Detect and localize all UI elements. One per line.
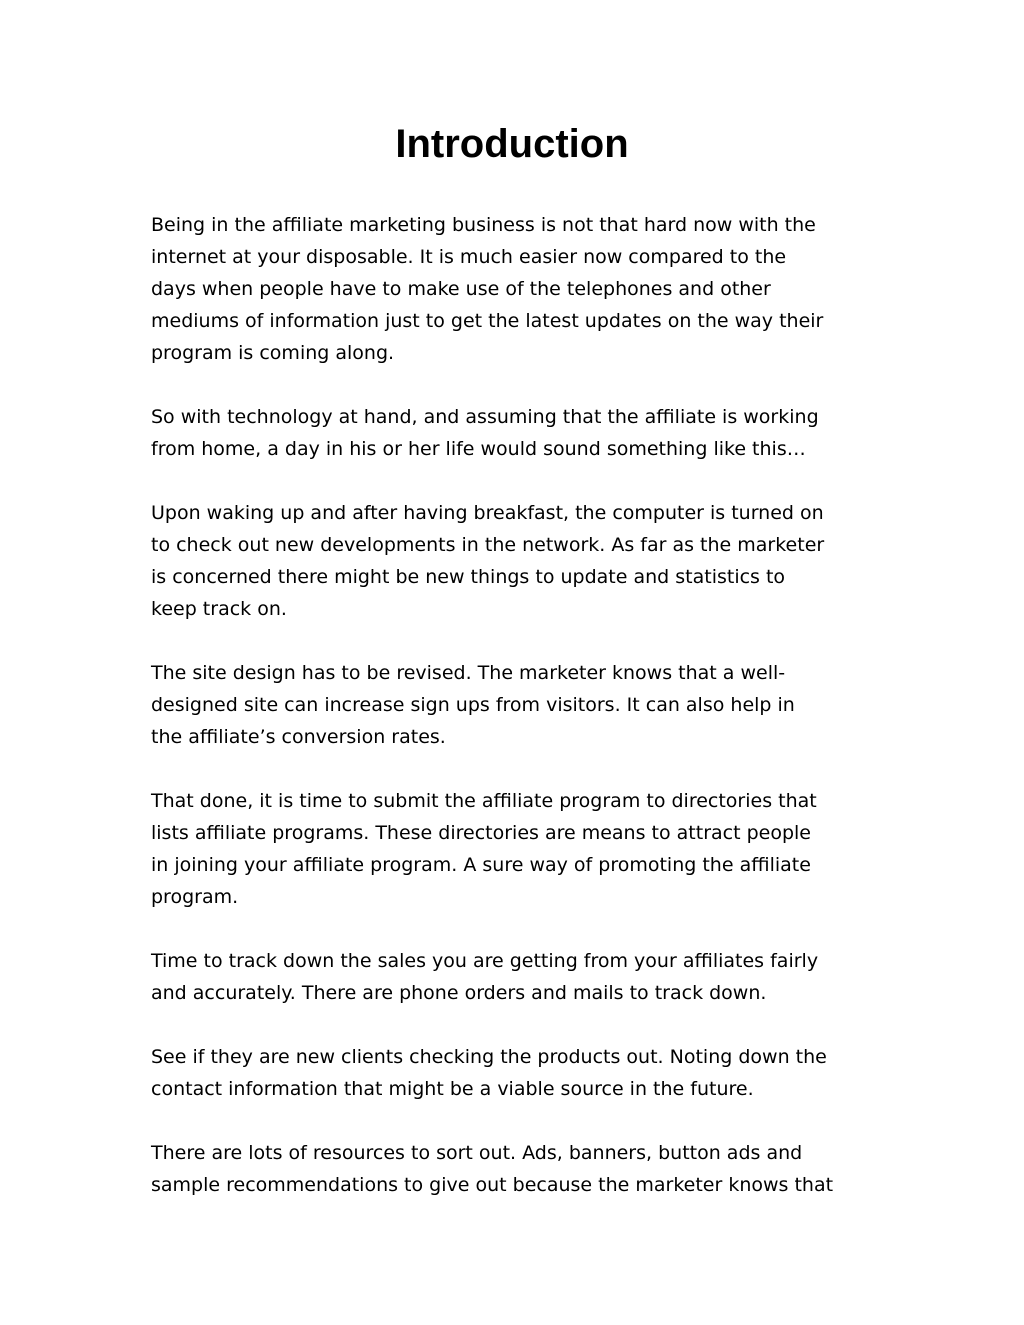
text-line: days when people have to make use of the telephones and other bbox=[151, 278, 771, 300]
page-title: Introduction bbox=[395, 122, 629, 166]
text-line: So with technology at hand, and assuming that the affiliate is working bbox=[151, 406, 819, 428]
text-line: internet at your disposable. It is much easier now compared to the bbox=[151, 246, 787, 268]
text-line: Being in the affiliate marketing business is not that hard now with the bbox=[151, 214, 816, 236]
text-line: and accurately. There are phone orders and mails to track down. bbox=[151, 982, 767, 1004]
paragraph bbox=[151, 657, 881, 753]
document-body bbox=[151, 209, 881, 1233]
text-line: Time to track down the sales you are getting from your affiliates fairly bbox=[151, 950, 819, 972]
text-line: sample recommendations to give out because the marketer knows that bbox=[151, 1174, 834, 1196]
paragraph bbox=[151, 945, 881, 1009]
text-line: is concerned there might be new things to update and statistics to bbox=[151, 566, 786, 588]
text-line: Upon waking up and after having breakfast, the computer is turned on bbox=[151, 502, 824, 524]
text-line: from home, a day in his or her life would sound something like this… bbox=[151, 438, 806, 460]
text-line: designed site can increase sign ups from visitors. It can also help in bbox=[151, 694, 795, 716]
text-line: program. bbox=[151, 886, 239, 908]
paragraph bbox=[151, 401, 881, 465]
text-line: to check out new developments in the network. As far as the marketer bbox=[151, 534, 825, 556]
text-line: There are lots of resources to sort out. Ads, banners, button ads and bbox=[151, 1142, 803, 1164]
paragraph bbox=[151, 1137, 881, 1201]
text-line: That done, it is time to submit the affiliate program to directories that bbox=[151, 790, 817, 812]
paragraph bbox=[151, 1041, 881, 1105]
text-line: program is coming along. bbox=[151, 342, 395, 364]
text-line: mediums of information just to get the latest updates on the way their bbox=[151, 310, 824, 332]
text-line: in joining your affiliate program. A sure way of promoting the affiliate bbox=[151, 854, 811, 876]
text-line: contact information that might be a viable source in the future. bbox=[151, 1078, 754, 1100]
paragraph bbox=[151, 209, 881, 369]
text-line: keep track on. bbox=[151, 598, 287, 620]
paragraph bbox=[151, 497, 881, 625]
text-line: lists affiliate programs. These directories are means to attract people bbox=[151, 822, 811, 844]
paragraph bbox=[151, 785, 881, 913]
text-line: the affiliate’s conversion rates. bbox=[151, 726, 446, 748]
text-line: The site design has to be revised. The marketer knows that a well- bbox=[151, 662, 786, 684]
text-line: See if they are new clients checking the products out. Noting down the bbox=[151, 1046, 827, 1068]
